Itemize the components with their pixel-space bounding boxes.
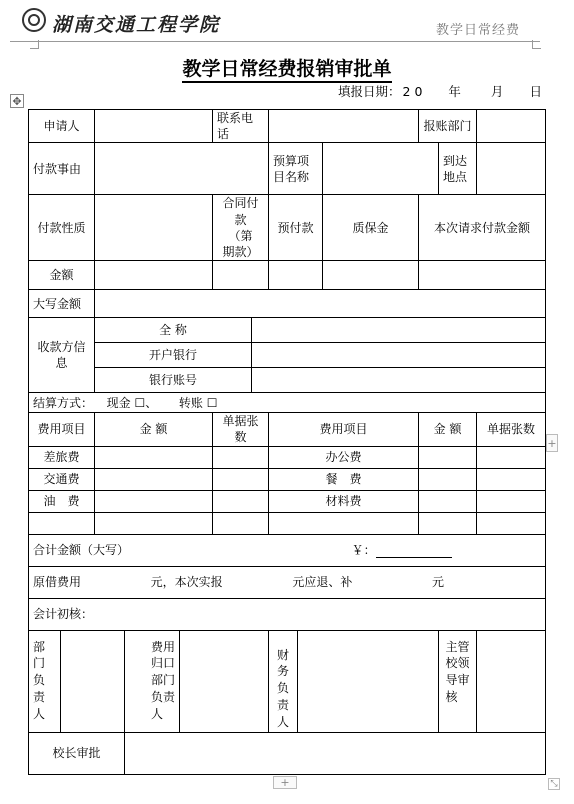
president-label: 校长审批 bbox=[29, 732, 125, 775]
date-day: 日 bbox=[529, 84, 542, 99]
phone-label: 联系电话 bbox=[213, 110, 269, 143]
expense-head-text: 费用归口部门负责人 bbox=[151, 639, 176, 721]
form-title bbox=[0, 54, 574, 81]
dept-head-sign-field[interactable] bbox=[61, 630, 125, 732]
matter-field[interactable] bbox=[95, 143, 269, 195]
header-divider bbox=[10, 41, 540, 42]
current-request-amount-field[interactable] bbox=[419, 261, 546, 290]
date-line bbox=[338, 82, 542, 100]
dept-head-text: 部门负责人 bbox=[33, 639, 46, 721]
expense-right-receipts[interactable] bbox=[477, 446, 546, 468]
expense-item-header-2: 费用项目 bbox=[269, 413, 419, 446]
payee-label: 收款方信息 bbox=[29, 318, 95, 393]
expense-item-header: 费用项目 bbox=[29, 413, 95, 446]
expense-right-item: 材料费 bbox=[269, 490, 419, 512]
expense-left-receipts[interactable] bbox=[213, 490, 269, 512]
destination-label: 到达地点 bbox=[439, 143, 477, 195]
contract-payment-text: 合同付款 bbox=[222, 196, 259, 227]
amount-upper-label: 大写金额 bbox=[29, 290, 95, 318]
contract-installment-text: （第 期款） bbox=[222, 228, 277, 259]
payee-account-field[interactable] bbox=[252, 368, 546, 393]
expense-right-item[interactable] bbox=[269, 512, 419, 534]
expense-right-item: 办公费 bbox=[269, 446, 419, 468]
date-label: 填报日期： bbox=[338, 84, 401, 99]
expense-left-receipts[interactable] bbox=[213, 512, 269, 534]
expense-right-amount[interactable] bbox=[419, 490, 477, 512]
finance-head-sign-field[interactable] bbox=[298, 630, 439, 732]
expense-right-amount[interactable] bbox=[419, 446, 477, 468]
dept-label: 报账部门 bbox=[419, 110, 477, 143]
expense-right-receipts[interactable] bbox=[477, 468, 546, 490]
settlement-transfer-checkbox[interactable]: 转账 ☐ bbox=[178, 395, 218, 410]
expense-left-item: 交通费 bbox=[29, 468, 95, 490]
president-sign-field[interactable] bbox=[125, 732, 546, 775]
payee-account-label: 银行账号 bbox=[95, 368, 252, 393]
deposit-amount-field[interactable] bbox=[323, 261, 419, 290]
expense-left-receipts[interactable] bbox=[213, 446, 269, 468]
finance-head-label bbox=[269, 630, 298, 732]
budget-field[interactable] bbox=[323, 143, 439, 195]
payee-bank-field[interactable] bbox=[252, 343, 546, 368]
current-request-label: 本次请求付款金额 bbox=[419, 195, 546, 261]
expense-left-item: 差旅费 bbox=[29, 446, 95, 468]
expense-receipts-header: 单据张数 bbox=[213, 413, 269, 446]
document-label: 教学日常经费 bbox=[436, 23, 521, 38]
payee-name-field[interactable] bbox=[252, 318, 546, 343]
expense-left-item: 油 费 bbox=[29, 490, 95, 512]
loan-row bbox=[29, 566, 546, 598]
supervisor-label bbox=[439, 630, 477, 732]
prepay-amount-field[interactable] bbox=[269, 261, 323, 290]
total-label: 合计金额（大写） bbox=[33, 542, 130, 557]
expense-left-amount[interactable] bbox=[95, 512, 213, 534]
matter-label: 付款事由 bbox=[29, 143, 95, 195]
total-currency: ￥： bbox=[351, 542, 376, 557]
budget-label: 预算项目名称 bbox=[269, 143, 323, 195]
expense-right-receipts[interactable] bbox=[477, 490, 546, 512]
settlement-row bbox=[29, 393, 546, 413]
loan-label: 原借费用 bbox=[33, 574, 82, 589]
expense-head-sign-field[interactable] bbox=[180, 630, 269, 732]
margin-corner-mark bbox=[532, 40, 541, 49]
contract-payment-label bbox=[213, 195, 277, 261]
add-column-plus-icon[interactable]: + bbox=[546, 434, 558, 452]
form-title-text: 教学日常经费报销审批单 bbox=[182, 58, 391, 83]
deposit-label: 质保金 bbox=[323, 195, 419, 261]
prepay-label: 预付款 bbox=[269, 195, 323, 261]
expense-left-amount[interactable] bbox=[95, 490, 213, 512]
phone-field[interactable] bbox=[269, 110, 419, 143]
amount-upper-field[interactable] bbox=[95, 290, 546, 318]
settlement-label: 结算方式： bbox=[33, 395, 94, 410]
add-row-plus-icon[interactable]: + bbox=[273, 776, 297, 789]
reimbursement-form-table bbox=[28, 109, 546, 775]
expense-right-amount[interactable] bbox=[419, 468, 477, 490]
supervisor-text: 主管校领导审核 bbox=[445, 639, 470, 704]
nature-label: 付款性质 bbox=[29, 195, 95, 261]
total-amount-field[interactable] bbox=[376, 543, 452, 558]
supervisor-sign-field[interactable] bbox=[477, 630, 546, 732]
date-month: 月 bbox=[490, 84, 504, 99]
expense-left-amount[interactable] bbox=[95, 446, 213, 468]
loan-unit-1: 元，本次实报 bbox=[150, 574, 223, 589]
finance-head-text: 财务负责人 bbox=[277, 647, 290, 729]
expense-right-amount[interactable] bbox=[419, 512, 477, 534]
expense-right-item: 餐 费 bbox=[269, 468, 419, 490]
expense-amount-header-2: 金 额 bbox=[419, 413, 477, 446]
applicant-label: 申请人 bbox=[29, 110, 95, 143]
total-row bbox=[29, 534, 546, 566]
expense-amount-header: 金 额 bbox=[95, 413, 213, 446]
expense-head-label bbox=[125, 630, 180, 732]
payee-bank-label: 开户银行 bbox=[95, 343, 252, 368]
destination-field[interactable] bbox=[477, 143, 546, 195]
date-year-prefix: 2 0 bbox=[402, 84, 423, 99]
nature-field[interactable] bbox=[95, 195, 213, 261]
expense-receipts-header-2: 单据张数 bbox=[477, 413, 546, 446]
contract-amount-field[interactable] bbox=[213, 261, 269, 290]
loan-unit-2: 元应退、补 bbox=[292, 574, 353, 589]
payee-name-label: 全 称 bbox=[95, 318, 252, 343]
table-move-handle-icon[interactable]: ✥ bbox=[10, 94, 24, 108]
table-resize-handle-icon[interactable]: ⤡ bbox=[548, 778, 560, 790]
amount-field[interactable] bbox=[95, 261, 213, 290]
loan-unit-3: 元 bbox=[432, 574, 445, 589]
school-name: 湖南交通工程学院 bbox=[52, 14, 221, 36]
expense-left-receipts[interactable] bbox=[213, 468, 269, 490]
expense-left-item[interactable] bbox=[29, 512, 95, 534]
dept-field[interactable] bbox=[477, 110, 546, 143]
date-year: 年 bbox=[448, 84, 461, 99]
accounting-check-row: 会计初核： bbox=[29, 598, 546, 630]
school-logo-icon bbox=[22, 8, 46, 32]
expense-left-amount[interactable] bbox=[95, 468, 213, 490]
margin-corner-mark bbox=[30, 40, 39, 49]
settlement-cash-checkbox[interactable]: 现金 ☐、 bbox=[106, 395, 158, 410]
applicant-field[interactable] bbox=[95, 110, 213, 143]
amount-label: 金额 bbox=[29, 261, 95, 290]
expense-right-receipts[interactable] bbox=[477, 512, 546, 534]
dept-head-label bbox=[29, 630, 61, 732]
